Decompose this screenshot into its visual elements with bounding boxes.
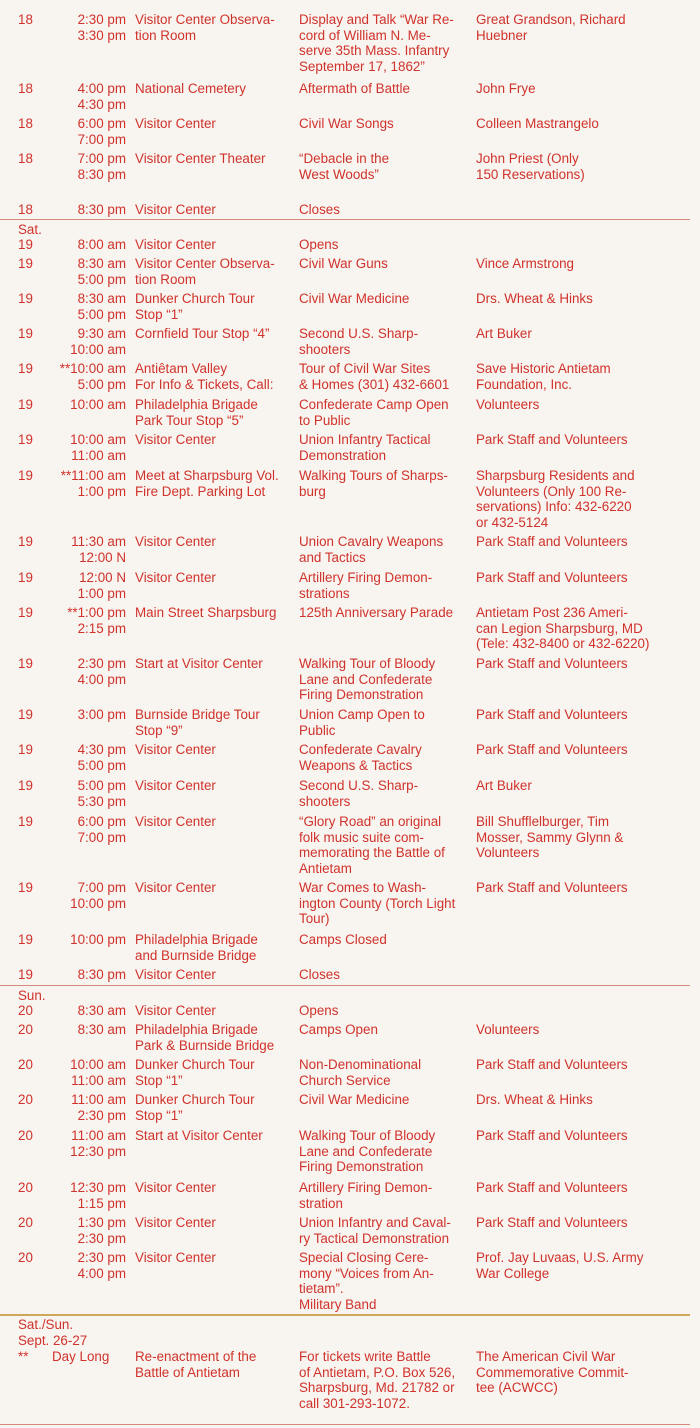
- location-cell: Re-enactment of the Battle of Antietam: [135, 1349, 257, 1380]
- day-cell: 19: [18, 468, 33, 483]
- time-cell: 2:30 pm 4:00 pm: [77, 656, 126, 687]
- event-cell: Opens: [299, 1003, 339, 1018]
- presenter-cell: Park Staff and Volunteers: [476, 742, 628, 757]
- presenter-cell: Park Staff and Volunteers: [476, 570, 628, 585]
- location-cell: National Cemetery: [135, 81, 246, 96]
- presenter-cell: Prof. Jay Luvaas, U.S. Army War College: [476, 1250, 644, 1281]
- day-cell: 19: [18, 432, 33, 447]
- location-cell: Visitor Center: [135, 202, 216, 217]
- presenter-cell: Drs. Wheat & Hinks: [476, 291, 593, 306]
- day-header: Sat./Sun. Sept. 26-27: [18, 1317, 88, 1348]
- event-cell: Union Infantry Tactical Demonstration: [299, 432, 431, 463]
- event-cell: Camps Open: [299, 1022, 378, 1037]
- day-cell: 18: [18, 81, 33, 96]
- location-cell: Philadelphia Brigade Park Tour Stop “5”: [135, 397, 258, 428]
- location-cell: Dunker Church Tour Stop “1”: [135, 1092, 255, 1123]
- event-cell: Second U.S. Sharp- shooters: [299, 326, 419, 357]
- time-cell: **10:00 am 5:00 pm: [59, 361, 126, 392]
- location-cell: Visitor Center: [135, 237, 216, 252]
- day-cell: 19: [18, 326, 33, 341]
- location-cell: Burnside Bridge Tour Stop “9”: [135, 707, 260, 738]
- presenter-cell: John Priest (Only 150 Reservations): [476, 151, 585, 182]
- event-cell: Tour of Civil War Sites & Homes (301) 432-6601: [299, 361, 450, 392]
- time-cell: 8:30 am 5:00 pm: [77, 256, 126, 287]
- event-cell: Civil War Guns: [299, 256, 388, 271]
- time-cell: 2:30 pm 4:00 pm: [77, 1250, 126, 1281]
- day-cell: 18: [18, 151, 33, 166]
- event-cell: Special Closing Cere- mony “Voices from An- tietam”. Military Band: [299, 1250, 434, 1312]
- day-cell: 20: [18, 1128, 33, 1143]
- location-cell: Visitor Center: [135, 534, 216, 549]
- day-cell: 19: [18, 932, 33, 947]
- presenter-cell: Park Staff and Volunteers: [476, 432, 628, 447]
- day-cell: 19: [18, 967, 33, 982]
- day-cell: 20: [18, 1057, 33, 1072]
- time-cell: 8:00 am: [77, 237, 126, 252]
- day-cell: 19: [18, 534, 33, 549]
- time-cell: 3:00 pm: [77, 707, 126, 722]
- divider: [0, 219, 690, 220]
- event-cell: Civil War Medicine: [299, 1092, 410, 1107]
- day-cell: 19: [18, 778, 33, 793]
- day-cell: 19: [18, 361, 33, 376]
- time-cell: 11:00 am 2:30 pm: [71, 1092, 126, 1123]
- day-cell: 19: [18, 605, 33, 620]
- presenter-cell: Volunteers: [476, 1022, 540, 1037]
- presenter-cell: The American Civil War Commemorative Commit- tee (ACWCC): [476, 1349, 629, 1395]
- day-cell: 20: [18, 1022, 33, 1037]
- event-cell: Confederate Cavalry Weapons & Tactics: [299, 742, 422, 773]
- presenter-cell: Save Historic Antietam Foundation, Inc.: [476, 361, 611, 392]
- day-cell: 18: [18, 12, 33, 27]
- location-cell: Start at Visitor Center: [135, 1128, 263, 1143]
- event-cell: War Comes to Wash- ington County (Torch Light Tour): [299, 880, 456, 926]
- location-cell: Start at Visitor Center: [135, 656, 263, 671]
- event-cell: “Glory Road” an original folk music suite com- memorating the Battle of Antietam: [299, 814, 445, 876]
- event-cell: Walking Tour of Bloody Lane and Confederate Firing Demonstration: [299, 1128, 436, 1174]
- time-cell: 5:00 pm 5:30 pm: [77, 778, 126, 809]
- event-cell: Second U.S. Sharp- shooters: [299, 778, 419, 809]
- time-cell: 10:00 am 11:00 am: [70, 432, 126, 463]
- event-cell: Closes: [299, 967, 340, 982]
- location-cell: Cornfield Tour Stop “4”: [135, 326, 270, 341]
- event-cell: Walking Tours of Sharps- burg: [299, 468, 448, 499]
- event-cell: Closes: [299, 202, 340, 217]
- presenter-cell: Colleen Mastrangelo: [476, 116, 599, 131]
- day-cell: 19: [18, 707, 33, 722]
- time-cell: Day Long: [52, 1349, 110, 1364]
- location-cell: Visitor Center Observa- tion Room: [135, 12, 275, 43]
- divider: [0, 1314, 690, 1316]
- event-cell: Non-Denominational Church Service: [299, 1057, 422, 1088]
- location-cell: Visitor Center: [135, 778, 216, 793]
- time-cell: 4:30 pm 5:00 pm: [77, 742, 126, 773]
- presenter-cell: Park Staff and Volunteers: [476, 1215, 628, 1230]
- day-cell: 19: [18, 880, 33, 895]
- day-cell: 19: [18, 397, 33, 412]
- location-cell: Antiêtam Valley For Info & Tickets, Call:: [135, 361, 274, 392]
- event-cell: Union Camp Open to Public: [299, 707, 425, 738]
- day-cell: 19: [18, 237, 33, 252]
- time-cell: 8:30 am: [77, 1003, 126, 1018]
- event-cell: Union Cavalry Weapons and Tactics: [299, 534, 444, 565]
- event-cell: Civil War Medicine: [299, 291, 410, 306]
- location-cell: Visitor Center: [135, 814, 216, 829]
- event-cell: Display and Talk “War Re- cord of William N. Me- serve 35th Mass. Infantry September 17, 1862”: [299, 12, 454, 74]
- presenter-cell: Volunteers: [476, 397, 540, 412]
- time-cell: 1:30 pm 2:30 pm: [77, 1215, 126, 1246]
- day-cell: 18: [18, 202, 33, 217]
- day-cell: 20: [18, 1180, 33, 1195]
- location-cell: Visitor Center Theater: [135, 151, 266, 166]
- day-cell: 20: [18, 1215, 33, 1230]
- day-header: Sun.: [18, 988, 46, 1003]
- event-cell: Artillery Firing Demon- strations: [299, 570, 433, 601]
- day-cell: 19: [18, 570, 33, 585]
- time-cell: 12:00 N 1:00 pm: [77, 570, 126, 601]
- location-cell: Dunker Church Tour Stop “1”: [135, 1057, 255, 1088]
- event-cell: Artillery Firing Demon- stration: [299, 1180, 433, 1211]
- location-cell: Visitor Center: [135, 1215, 216, 1230]
- time-cell: 12:30 pm 1:15 pm: [70, 1180, 126, 1211]
- event-cell: Union Infantry and Caval- ry Tactical Demonstration: [299, 1215, 451, 1246]
- event-cell: Walking Tour of Bloody Lane and Confederate Firing Demonstration: [299, 656, 436, 702]
- day-cell: **: [18, 1349, 29, 1364]
- location-cell: Visitor Center: [135, 1250, 216, 1265]
- time-cell: 11:00 am 12:30 pm: [70, 1128, 126, 1159]
- time-cell: 8:30 am 5:00 pm: [77, 291, 126, 322]
- event-cell: “Debacle in the West Woods”: [299, 151, 390, 182]
- location-cell: Main Street Sharpsburg: [135, 605, 277, 620]
- time-cell: **11:00 am 1:00 pm: [60, 468, 126, 499]
- time-cell: 8:30 pm: [77, 967, 126, 982]
- event-cell: Civil War Songs: [299, 116, 394, 131]
- presenter-cell: Sharpsburg Residents and Volunteers (Only 100 Re- servations) Info: 432-6220 or 432-5124: [476, 468, 635, 530]
- time-cell: 8:30 pm: [77, 202, 126, 217]
- time-cell: 6:00 pm 7:00 pm: [77, 814, 126, 845]
- presenter-cell: Park Staff and Volunteers: [476, 1180, 628, 1195]
- divider: [0, 985, 690, 986]
- time-cell: 4:00 pm 4:30 pm: [77, 81, 126, 112]
- event-cell: Camps Closed: [299, 932, 387, 947]
- location-cell: Visitor Center: [135, 967, 216, 982]
- presenter-cell: Art Buker: [476, 778, 532, 793]
- time-cell: 7:00 pm 8:30 pm: [77, 151, 126, 182]
- presenter-cell: Art Buker: [476, 326, 532, 341]
- time-cell: 6:00 pm 7:00 pm: [77, 116, 126, 147]
- presenter-cell: Vince Armstrong: [476, 256, 574, 271]
- presenter-cell: Park Staff and Volunteers: [476, 656, 628, 671]
- location-cell: Visitor Center: [135, 880, 216, 895]
- event-cell: 125th Anniversary Parade: [299, 605, 454, 620]
- day-cell: 19: [18, 256, 33, 271]
- time-cell: 8:30 am: [77, 1022, 126, 1037]
- divider: [0, 1424, 690, 1425]
- day-cell: 20: [18, 1250, 33, 1265]
- presenter-cell: Bill Shufflelburger, Tim Mosser, Sammy Glynn & Volunteers: [476, 814, 624, 860]
- presenter-cell: Great Grandson, Richard Huebner: [476, 12, 626, 43]
- presenter-cell: Park Staff and Volunteers: [476, 880, 628, 895]
- location-cell: Visitor Center: [135, 432, 216, 447]
- time-cell: 11:30 am 12:00 N: [71, 534, 126, 565]
- time-cell: 10:00 pm: [70, 932, 126, 947]
- location-cell: Visitor Center: [135, 1003, 216, 1018]
- location-cell: Visitor Center: [135, 742, 216, 757]
- day-cell: 19: [18, 291, 33, 306]
- location-cell: Meet at Sharpsburg Vol. Fire Dept. Parking Lot: [135, 468, 279, 499]
- time-cell: 2:30 pm 3:30 pm: [77, 12, 126, 43]
- location-cell: Philadelphia Brigade and Burnside Bridge: [135, 932, 258, 963]
- presenter-cell: Park Staff and Volunteers: [476, 1057, 628, 1072]
- location-cell: Visitor Center: [135, 116, 216, 131]
- presenter-cell: Drs. Wheat & Hinks: [476, 1092, 593, 1107]
- time-cell: 7:00 pm 10:00 pm: [70, 880, 126, 911]
- day-cell: 20: [18, 1092, 33, 1107]
- time-cell: 9:30 am 10:00 am: [70, 326, 126, 357]
- presenter-cell: John Frye: [476, 81, 536, 96]
- time-cell: 10:00 am 11:00 am: [70, 1057, 126, 1088]
- event-cell: Confederate Camp Open to Public: [299, 397, 449, 428]
- day-header: Sat.: [18, 222, 42, 237]
- location-cell: Philadelphia Brigade Park & Burnside Bridge: [135, 1022, 275, 1053]
- location-cell: Visitor Center: [135, 1180, 216, 1195]
- presenter-cell: Park Staff and Volunteers: [476, 534, 628, 549]
- day-cell: 19: [18, 814, 33, 829]
- presenter-cell: Park Staff and Volunteers: [476, 1128, 628, 1143]
- presenter-cell: Antietam Post 236 Ameri- can Legion Sharpsburg, MD (Tele: 432-8400 or 432-6220): [476, 605, 650, 651]
- event-cell: For tickets write Battle of Antietam, P.O. Box 526, Sharpsburg, Md. 21782 or call 301-293-1072.: [299, 1349, 456, 1411]
- event-cell: Aftermath of Battle: [299, 81, 410, 96]
- time-cell: **1:00 pm 2:15 pm: [67, 605, 126, 636]
- location-cell: Dunker Church Tour Stop “1”: [135, 291, 255, 322]
- location-cell: Visitor Center Observa- tion Room: [135, 256, 275, 287]
- presenter-cell: Park Staff and Volunteers: [476, 707, 628, 722]
- location-cell: Visitor Center: [135, 570, 216, 585]
- time-cell: 10:00 am: [70, 397, 126, 412]
- day-cell: 18: [18, 116, 33, 131]
- day-cell: 19: [18, 742, 33, 757]
- event-cell: Opens: [299, 237, 339, 252]
- day-cell: 20: [18, 1003, 33, 1018]
- day-cell: 19: [18, 656, 33, 671]
